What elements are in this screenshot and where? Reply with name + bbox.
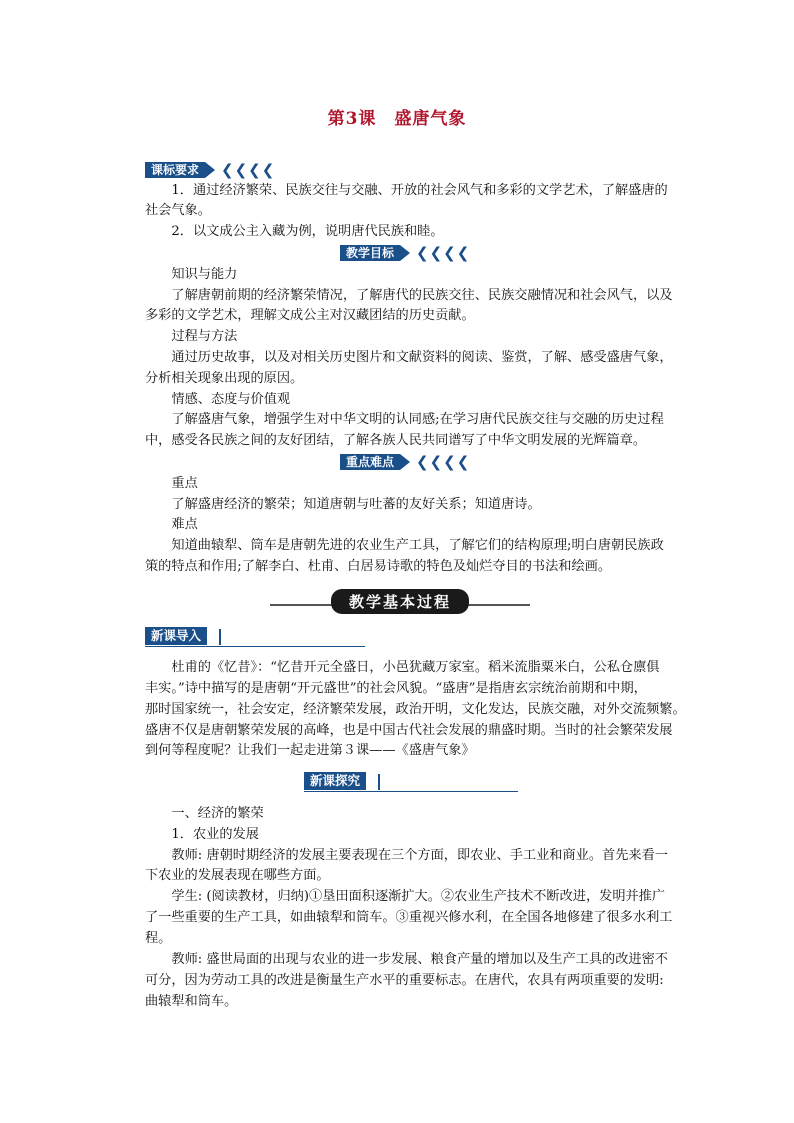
goals-line: 情感、态度与价值观: [171, 392, 291, 407]
explore-line: 教师: 盛世局面的出现与农业的进一步发展、粮食产量的增加以及生产工具的改进密不: [171, 952, 668, 967]
banner-curriculum-label: 课标要求: [145, 162, 205, 178]
intro-line: 丰实。”诗中描写的是唐朝“开元盛世”的社会风貌。“盛唐”是指唐玄宗统治前期和中期，: [145, 681, 647, 696]
goals-line: 过程与方法: [171, 329, 238, 344]
goals-line: 通过历史故事，以及对相关历史图片和文献资料的阅读、鉴赏，了解、感受盛唐气象，: [171, 350, 673, 365]
banner-keypoints: [340, 452, 470, 472]
explore-heading-label: 新课探究: [304, 772, 366, 790]
lesson-title: 第3课 盛唐气象: [327, 109, 467, 129]
explore-line: 学生: (阅读教材，归纳)①垦田面积逐渐扩大。②农业生产技术不断改进，发明并推广: [171, 889, 666, 904]
process-heading-label: 教学基本过程: [331, 589, 469, 614]
chevron-left-icon: ❮❮❮❮: [221, 161, 276, 179]
keypoints-line: 难点: [171, 517, 198, 532]
explore-line: 曲辕犁和筒车。: [145, 994, 238, 1009]
explore-line: 程。: [145, 931, 172, 946]
goals-line: 知识与能力: [171, 267, 238, 282]
goals-line: 分析相关现象出现的原因。: [145, 371, 304, 386]
explore-line: 下农业的发展表现在哪些方面。: [145, 868, 330, 883]
banner-goals-label: 教学目标: [340, 245, 400, 261]
banner-keypoints-label: 重点难点: [340, 454, 400, 470]
heading-tick: [378, 774, 380, 790]
explore-line: 可分，因为劳动工具的改进是衡量生产水平的重要标志。在唐代，农具有两项重要的发明:: [145, 973, 664, 988]
keypoints-line: 重点: [171, 476, 198, 491]
banner-curriculum: [145, 160, 275, 180]
curriculum-line: 社会气象。: [145, 203, 211, 218]
keypoints-line: 策的特点和作用;了解李白、杜甫、白居易诗歌的特色及灿烂夺目的书法和绘画。: [145, 559, 612, 574]
banner-goals: [340, 243, 470, 263]
explore-line: 一、经济的繁荣: [171, 806, 264, 821]
goals-line: 了解盛唐气象，增强学生对中华文明的认同感;在学习唐代民族交往与交融的历史过程: [171, 412, 664, 427]
explore-heading: [304, 772, 518, 792]
heading-underline: [145, 646, 365, 647]
intro-heading: [145, 627, 365, 647]
keypoints-line: 知道曲辕犁、筒车是唐朝先进的农业生产工具，了解它们的结构原理;明白唐朝民族政: [171, 538, 664, 553]
process-heading: [270, 588, 530, 614]
curriculum-line: 1．通过经济繁荣、民族交往与交融、开放的社会风气和多彩的文学艺术，了解盛唐的: [171, 183, 668, 198]
intro-heading-label: 新课导入: [145, 627, 207, 645]
intro-line: 盛唐不仅是唐朝繁荣发展的高峰，也是中国古代社会发展的鼎盛时期。当时的社会繁荣发展: [145, 723, 673, 738]
heading-tick: [219, 629, 221, 645]
goals-line: 多彩的文学艺术，理解文成公主对汉藏团结的历史贡献。: [145, 308, 475, 323]
chevron-left-icon: ❮❮❮❮: [416, 453, 471, 471]
intro-line: 杜甫的《忆昔》：“忆昔开元全盛日，小邑犹藏万家室。稻米流脂粟米白，公私仓廪俱: [171, 660, 660, 675]
intro-line: 到何等程度呢？让我们一起走进第３课——《盛唐气象》: [145, 743, 475, 758]
chevron-left-icon: ❮❮❮❮: [416, 244, 471, 262]
explore-line: 1．农业的发展: [171, 827, 259, 842]
explore-line: 了一些重要的生产工具，如曲辕犁和筒车。③重视兴修水利，在全国各地修建了很多水利工: [145, 910, 673, 925]
curriculum-line: 2．以文成公主入藏为例，说明唐代民族和睦。: [171, 224, 444, 239]
heading-underline: [304, 791, 518, 792]
goals-line: 中，感受各民族之间的友好团结，了解各族人民共同谱写了中华文明发展的光辉篇章。: [145, 433, 647, 448]
explore-line: 教师: 唐朝时期经济的发展主要表现在三个方面，即农业、手工业和商业。首先来看一: [171, 848, 668, 863]
goals-line: 了解唐朝前期的经济繁荣情况，了解唐代的民族交往、民族交融情况和社会风气，以及: [171, 288, 673, 303]
intro-line: 那时国家统一，社会安定，经济繁荣发展，政治开明，文化发达，民族交融，对外交流频繁。: [145, 702, 686, 717]
keypoints-line: 了解盛唐经济的繁荣；知道唐朝与吐蕃的友好关系；知道唐诗。: [171, 497, 541, 512]
